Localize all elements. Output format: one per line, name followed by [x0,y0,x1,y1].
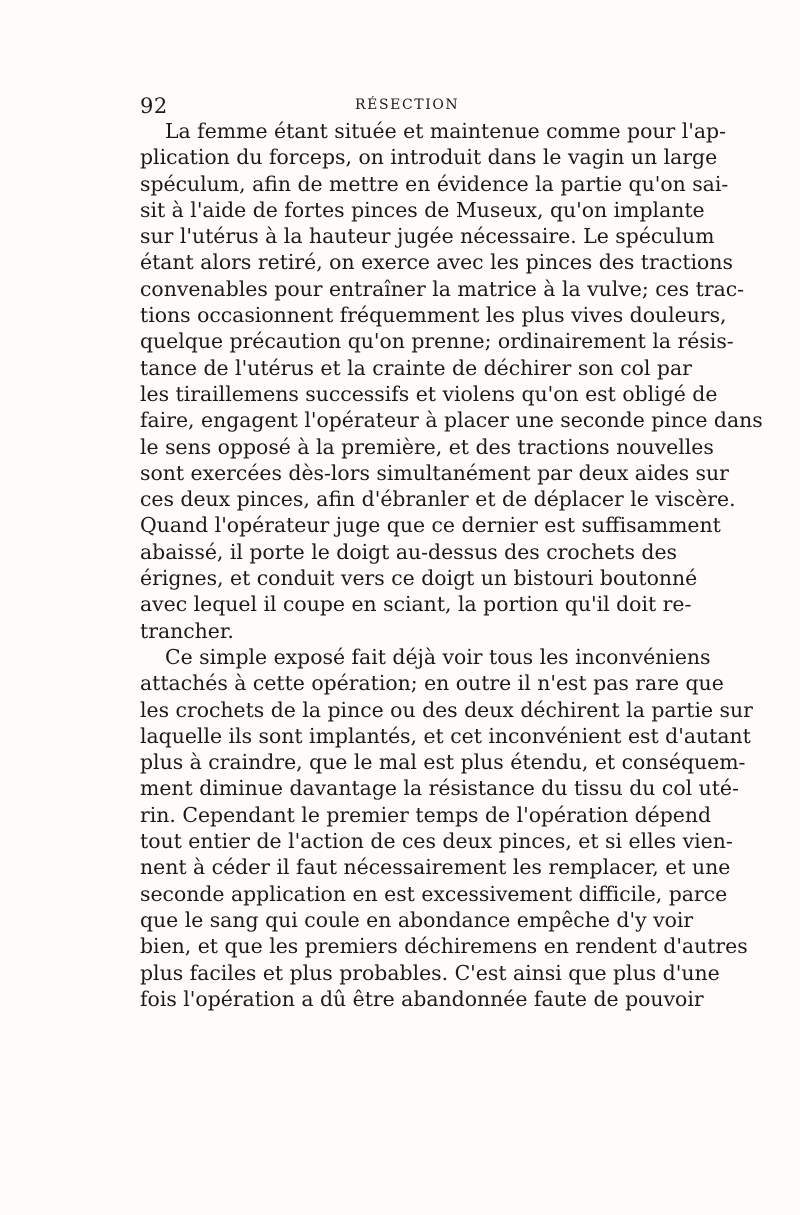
paragraph-2 [140,644,753,1012]
text-line: bien, et que les premiers déchiremens en rendent d'autres [140,934,748,959]
text-line: seconde application en est excessivement difficile, parce [140,881,728,906]
text-line: rin. Cependant le premier temps de l'opération dépend [140,802,712,827]
page-header [140,94,660,118]
running-title: RÉSECTION [355,97,460,113]
text-line: les tiraillemens successifs et violens qu'on est obligé de [140,381,718,406]
text-line: plication du forceps, on introduit dans le vagin un large [140,145,718,170]
text-line: que le sang qui coule en abondance empêche d'y voir [140,907,694,932]
text-line: le sens opposé à la première, et des tractions nouvelles [140,434,714,459]
text-line: tout entier de l'action de ces deux pinces, et si elles vien- [140,829,733,854]
paragraph-1 [140,118,763,644]
text-line: Quand l'opérateur juge que ce dernier est suffisamment [140,513,721,538]
text-line: fois l'opération a dû être abandonnée faute de pouvoir [140,986,704,1011]
text-line: attachés à cette opération; en outre il n'est pas rare que [140,671,724,696]
page-number: 92 [140,94,168,118]
text-line: sur l'utérus à la hauteur jugée nécessaire. Le spéculum [140,224,715,249]
text-line: plus faciles et plus probables. C'est ainsi que plus d'une [140,960,720,985]
text-line: spéculum, afin de mettre en évidence la partie qu'on sai- [140,171,729,196]
text-line: La femme étant située et maintenue comme pour l'ap- [165,119,726,143]
text-line: laquelle ils sont implantés, et cet inconvénient est d'autant [140,723,751,748]
text-line: avec lequel il coupe en sciant, la portion qu'il doit re- [140,592,692,617]
text-line: sont exercées dès-lors simultanément par deux aides sur [140,460,729,485]
text-line: étant alors retiré, on exerce avec les pinces des tractions [140,250,733,275]
text-line: faire, engagent l'opérateur à placer une seconde pince dans [140,408,763,433]
text-line: ment diminue davantage la résistance du tissu du col uté- [140,776,739,801]
text-line: Ce simple exposé fait déjà voir tous les inconvéniens [165,644,711,669]
text-line: quelque précaution qu'on prenne; ordinairement la résis- [140,329,734,354]
text-line: érignes, et conduit vers ce doigt un bistouri boutonné [140,566,698,591]
text-line: sit à l'aide de fortes pinces de Museux, qu'on implante [140,197,705,222]
text-line: tance de l'utérus et la crainte de déchirer son col par [140,355,692,380]
text-line: plus à craindre, que le mal est plus étendu, et conséquem- [140,750,746,775]
body-text [140,118,763,1012]
text-line: trancher. [140,618,234,643]
text-line: ces deux pinces, afin d'ébranler et de déplacer le viscère. [140,487,736,512]
text-line: convenables pour entraîner la matrice à la vulve; ces trac- [140,276,745,301]
text-line: abaissé, il porte le doigt au-dessus des crochets des [140,539,677,564]
text-line: nent à céder il faut nécessairement les remplacer, et une [140,855,731,880]
text-line: les crochets de la pince ou des deux déchirent la partie sur [140,697,753,722]
text-line: tions occasionnent fréquemment les plus vives douleurs, [140,303,727,328]
